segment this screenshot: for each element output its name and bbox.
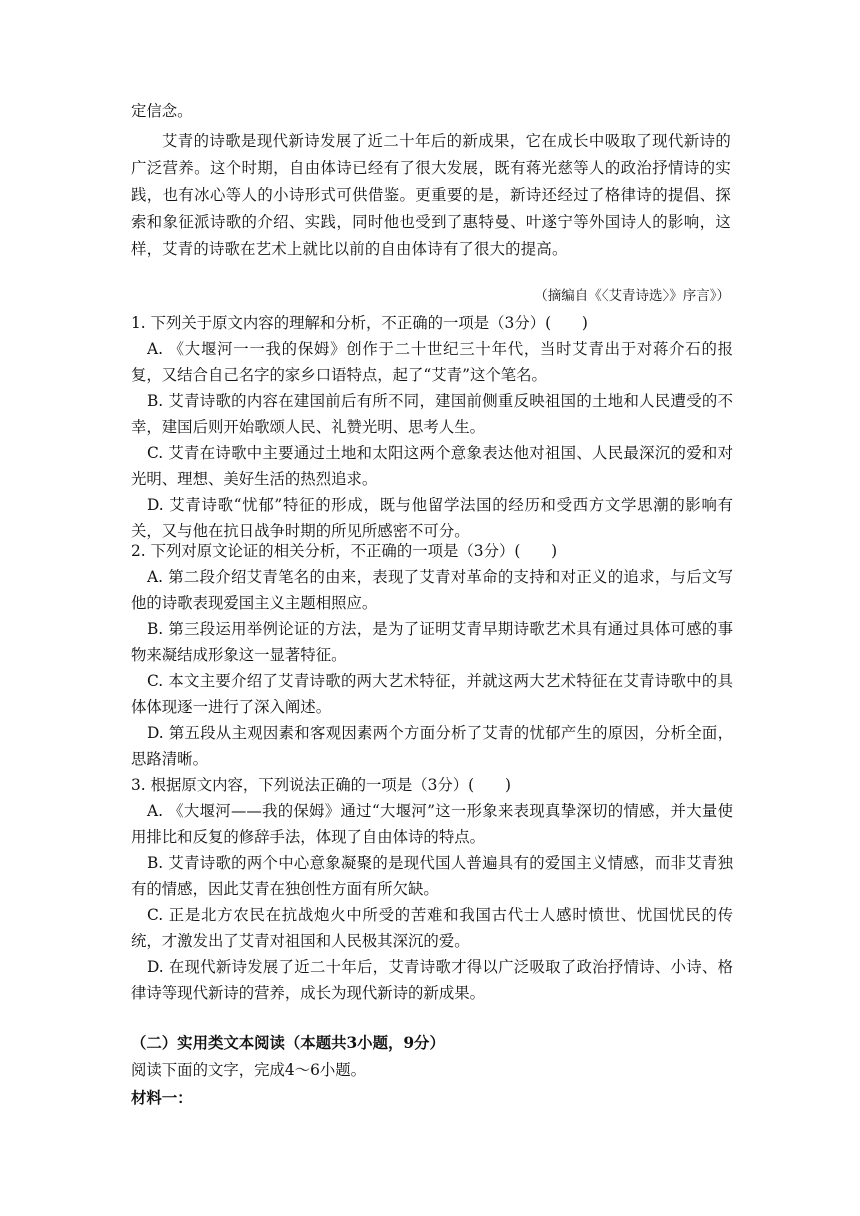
section-intro: 阅读下面的文字，完成4～6小题。 [131,1061,367,1079]
material-label: 材料一： [131,1089,193,1107]
question-stem: 2. 下列对原文论证的相关分析，不正确的一项是（3分）( ) [131,542,558,560]
option-a: A. 《大堰河——我的保姆》通过“大堰河”这一形象来表现真挚深切的情感，并大量使用排比和反复的修辞手法，体现了自由体诗的特点。 [131,802,733,846]
question-3 [131,772,733,1006]
section-heading: （二）实用类文本阅读（本题共3小题，9分） [131,1034,445,1052]
source-citation: （摘编自《〈艾青诗选〉》序言》） [534,288,730,304]
option-c: C. 艾青在诗歌中主要通过土地和太阳这两个意象表达他对祖国、人民最深沉的爱和对光明、理想、美好生活的热烈追求。 [131,444,733,488]
question-stem: 1. 下列关于原文内容的理解和分析，不正确的一项是（3分）( ) [131,314,588,332]
option-d: D. 在现代新诗发展了近二十年后，艾青诗歌才得以广泛吸取了政治抒情诗、小诗、格律诗等现代新诗的营养，成长为现代新诗的新成果。 [131,958,733,1002]
option-a: A. 《大堰河一一我的保姆》创作于二十世纪三十年代，当时艾青出于对蒋介石的报复，又结合自己名字的家乡口语特点，起了“艾青”这个笔名。 [131,340,733,384]
option-b: B. 艾青诗歌的内容在建国前后有所不同，建国前侧重反映祖国的土地和人民遭受的不幸，建国后则开始歌颂人民、礼赞光明、思考人生。 [131,392,733,436]
option-c: C. 本文主要介绍了艾青诗歌的两大艺术特征，并就这两大艺术特征在艾青诗歌中的具体体现逐一进行了深入阐述。 [131,672,733,716]
question-1 [131,310,733,544]
option-d: D. 第五段从主观因素和客观因素两个方面分析了艾青的忧郁产生的原因，分析全面，思路清晰。 [131,724,733,768]
option-d: D. 艾青诗歌“忧郁”特征的形成，既与他留学法国的经历和受西方文学思潮的影响有关，又与他在抗日战争时期的所见所感密不可分。 [131,496,733,540]
question-stem: 3. 根据原文内容，下列说法正确的一项是（3分）( ) [131,776,511,794]
option-a: A. 第二段介绍艾青笔名的由来，表现了艾青对革命的支持和对正义的追求，与后文写他的诗歌表现爱国主义主题相照应。 [131,568,733,612]
option-c: C. 正是北方农民在抗战炮火中所受的苦难和我国古代士人感时愤世、忧国忧民的传统，才激发出了艾青对祖国和人民极其深沉的爱。 [131,906,733,950]
option-b: B. 艾青诗歌的两个中心意象凝聚的是现代国人普遍具有的爱国主义情感，而非艾青独有的情感，因此艾青在独创性方面有所欠缺。 [131,854,733,898]
option-b: B. 第三段运用举例论证的方法，是为了证明艾青早期诗歌艺术具有通过具体可感的事物来凝结成形象这一显著特征。 [131,620,733,664]
continuation-line: 定信念。 [131,102,193,120]
question-2 [131,538,733,772]
body-paragraph: 艾青的诗歌是现代新诗发展了近二十年后的新成果，它在成长中吸取了现代新诗的广泛营养。这个时期，自由体诗已经有了很大发展，既有蒋光慈等人的政治抒情诗的实践，也有冰心等人的小诗形式可供借鉴。更重要的是，新诗还经过了格律诗的提倡、探索和象征派诗歌的介绍、实践，同时他也受到了惠特曼、叶遂宁等外国诗人的影响，这样，艾青的诗歌在艺术上就比以前的自由体诗有了很大的提高。 [131,132,731,258]
